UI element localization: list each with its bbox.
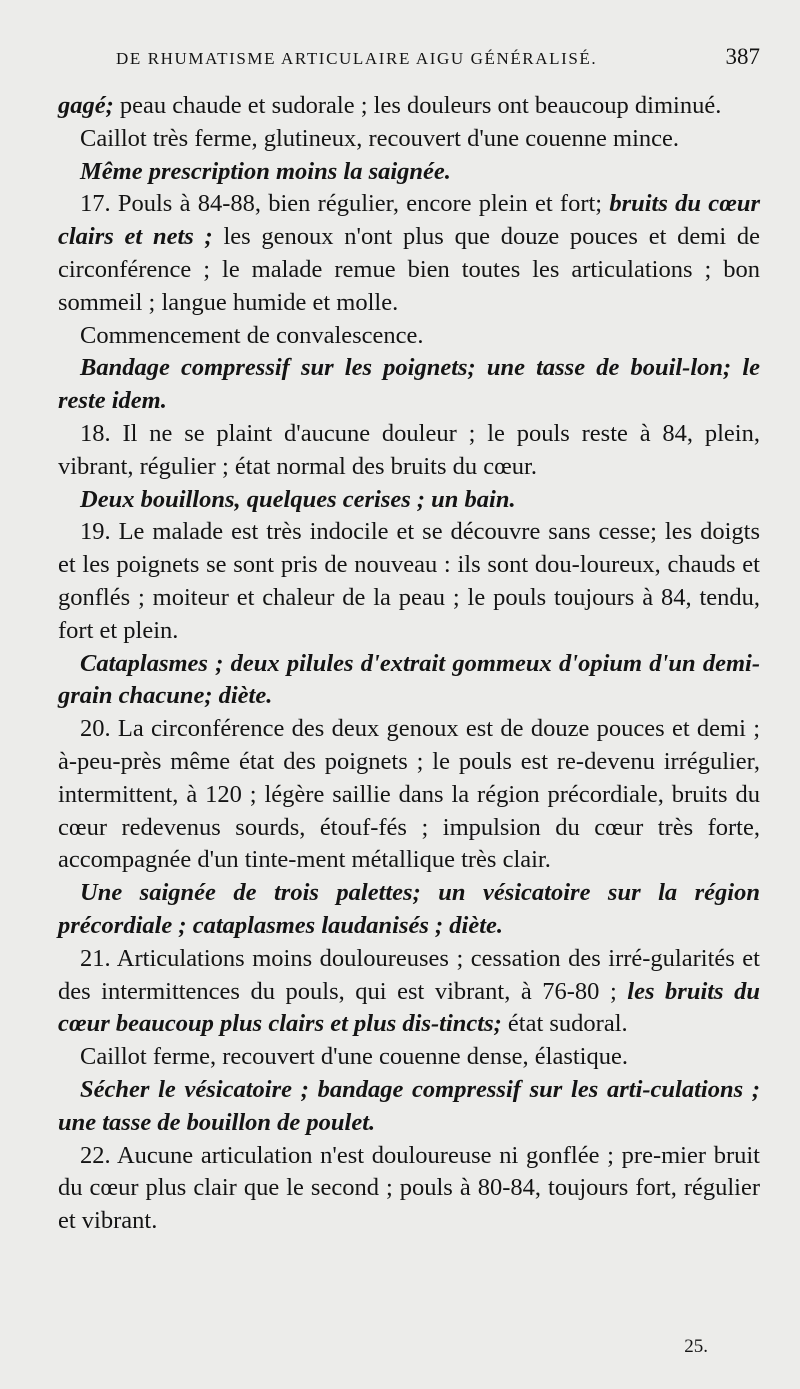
daily-entry: 19. Le malade est très indocile et se découvre sans cesse; les doigts et les poignets se sont pris de nouveau : ils sont dou-loureux, chauds et gonflés ; moiteur et chaleur de la peau ; le pouls toujours à 84, tendu, fort et plein. [58,518,760,644]
text-run: peau chaude et sudorale ; les douleurs ont beaucoup diminué. [113,92,722,119]
daily-entry [58,188,760,319]
paragraph [58,90,760,123]
paragraph: Caillot ferme, recouvert d'une couenne dense, élastique. [80,1043,628,1071]
daily-entry: 18. Il ne se plaint d'aucune douleur ; le pouls reste à 84, plein, vibrant, régulier ; état normal des bruits du cœur. [58,419,760,480]
body-text [58,90,760,1238]
daily-entry: 22. Aucune articulation n'est douloureuse ni gonflée ; pre-mier bruit du cœur plus clair que le second ; pouls à 80-84, toujours fort, régulier et vibrant. [58,1141,760,1235]
prescription: Sécher le vésicatoire ; bandage compressif sur les arti-culations ; une tasse de bouillon de poulet. [58,1075,760,1136]
prescription: Deux bouillons, quelques cerises ; un bain. [80,485,516,513]
running-head [58,44,760,70]
prescription: Bandage compressif sur les poignets; une tasse de bouil-lon; le reste idem. [58,354,760,415]
text-run: 21. Articulations moins douloureuses ; cessation des irré-gularités et des intermittences du pouls, qui est vibrant, à 76-80 ; [58,944,760,1005]
text-run-italic: les bruits du cœur beaucoup plus clairs et plus dis-tincts; [58,977,760,1038]
paragraph: Commencement de convalescence. [80,321,424,349]
text-run: état sudoral. [501,1010,628,1038]
daily-entry [58,943,760,1041]
text-run-italic: bruits du cœur clairs et nets ; [58,190,760,251]
page-number: 387 [725,44,760,69]
daily-entry: 20. La circonférence des deux genoux est de douze pouces et demi ; à-peu-près même état des poignets ; le pouls est re-devenu irrégulier, intermittent, à 120 ; légère saillie dans la région précordiale, bruits du cœur redevenus sourds, étouf-fés ; impulsion du cœur très forte, accompagnée d'un tinte-ment métallique très clair. [58,715,760,874]
text-run-italic: gagé; [58,92,114,119]
running-title: DE RHUMATISME ARTICULAIRE AIGU GÉNÉRALISÉ. [116,49,598,68]
paragraph: Caillot très ferme, glutineux, recouvert d'une couenne mince. [80,124,680,152]
text-run: 17. Pouls à 84-88, bien régulier, encore plein et fort; [80,190,610,218]
prescription: Même prescription moins la saignée. [80,157,451,185]
prescription: Une saignée de trois palettes; un vésicatoire sur la région précordiale ; cataplasmes laudanisés ; diète. [58,879,760,939]
prescription: Cataplasmes ; deux pilules d'extrait gommeux d'opium d'un demi-grain chacune; diète. [58,649,760,710]
text-run: les genoux n'ont plus que douze pouces et demi de circonférence ; le malade remue bien toutes les articulations ; bon sommeil ; langue humide et molle. [58,223,760,316]
signature-mark: 25. [684,1336,708,1357]
